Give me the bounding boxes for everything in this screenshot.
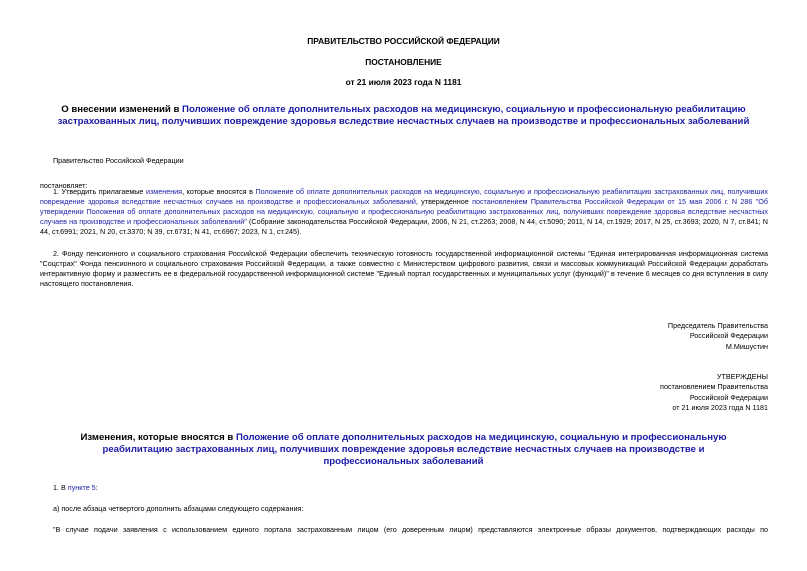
regulation-link[interactable]: Положение об оплате дополнительных расходов на медицинскую, социальную и профессиональную реабилитацию застрахованных лиц, получивших повреждение здоровья вследствие несчастных случаев на производстве и профессиональных заболеваний [40,187,768,206]
change-item-1 [53,483,98,493]
issuer-line: Правительство Российской Федерации [53,156,184,165]
signature-line-1: Председатель Правительства [667,321,768,330]
change-subitem-a: а) после абзаца четвертого дополнить абзацами следующего содержания: [53,504,304,513]
changes-title-link[interactable]: Положение об оплате дополнительных расходов на медицинскую, социальную и профессиональную реабилитацию застрахованных лиц, получивших повреждение здоровья вследствие несчастных случаев на производстве и профессиональных заболеваний [102,432,727,467]
signature-block [468,321,768,352]
resolution-286-link[interactable]: постановлением Правительства Российской Федерации от 15 мая 2006 г. N 286 "Об утверждении Положения об оплате дополнительных расходов на медицинскую, социальную и профессиональную реабилитацию застрахованных лиц, получивших повреждение здоровья вследствие несчастных случаев на производстве и профессиональных заболеваний" [40,197,769,226]
title-prefix: О внесении изменений в [61,104,183,115]
signatory-name: М.Мишустин [725,341,768,351]
clause-5-link[interactable]: пункте 5 [67,483,96,492]
document-title [30,104,777,128]
item1-text-2: , которые вносятся в [182,187,256,196]
change-item-1-suffix: : [95,483,98,492]
item-2-paragraph: 2. Фонду пенсионного и социального страхования Российской Федерации обеспечить техническую готовность государственной информационной системы "Единая интегрированная информационная система "Соцстрах" Фонда пенсионного и социального страхования Российской Федерации, а также совместно с Министерством цифрового развития, связи и массовых коммуникаций Российской Федерации доработать интерактивную форму и разместить ее в федеральной государственной информационной системе "Единый портал государственных и муниципальных услуг (функций)" в течение 6 месяцев со дня вступления в силу настоящего постановления. [40,249,768,288]
decides-line: постановляет: [40,181,88,190]
approved-line-4: от 21 июля 2023 года N 1181 [672,402,768,412]
item1-text-4: (Собрание законодательства Российской Федерации, 2006, N 21, ст.2263; 2008, N 44, ст.5090; 2011, N 14, ст.1929; 2017, N 25, ст.3693; 2020, N 7, ст.841; N 44, ст.6991; 2021, N 20, ст.3370; N 39, ст.6731; N 41, ст.6967; 2023, N 1, ст.245). [40,217,768,236]
changes-title-prefix: Изменения, которые вносятся в [80,432,236,443]
approved-line-3: Российской Федерации [689,392,768,402]
item-1-paragraph [40,187,768,237]
changes-title [60,432,747,468]
item1-text-3: , утвержденное [415,197,473,206]
approved-line-2: постановлением Правительства [660,382,768,392]
quoted-text: "В случае подачи заявления с использованием единого портала застрахованным лицом (его доверенным лицом) представляются электронные образы документов, подтверждающих расходы по [53,525,768,534]
signature-line-2: Российской Федерации [689,331,768,341]
item1-text-1: 1. Утвердить прилагаемые [53,187,146,196]
title-regulation-link[interactable]: Положение об оплате дополнительных расходов на медицинскую, социальную и профессиональную реабилитацию застрахованных лиц, получивших повреждение здоровья вследствие несчастных случаев на производстве и профессиональных заболеваний [57,104,750,127]
document-type: ПОСТАНОВЛЕНИЕ [365,57,442,67]
government-header: ПРАВИТЕЛЬСТВО РОССИЙСКОЙ ФЕДЕРАЦИИ [307,36,500,46]
approved-block [468,372,768,413]
change-item-1-prefix: 1. В [53,483,68,492]
approved-line-1: УТВЕРЖДЕНЫ [716,372,768,381]
document-date-number: от 21 июля 2023 года N 1181 [345,77,462,87]
changes-link[interactable]: изменения [145,187,183,196]
